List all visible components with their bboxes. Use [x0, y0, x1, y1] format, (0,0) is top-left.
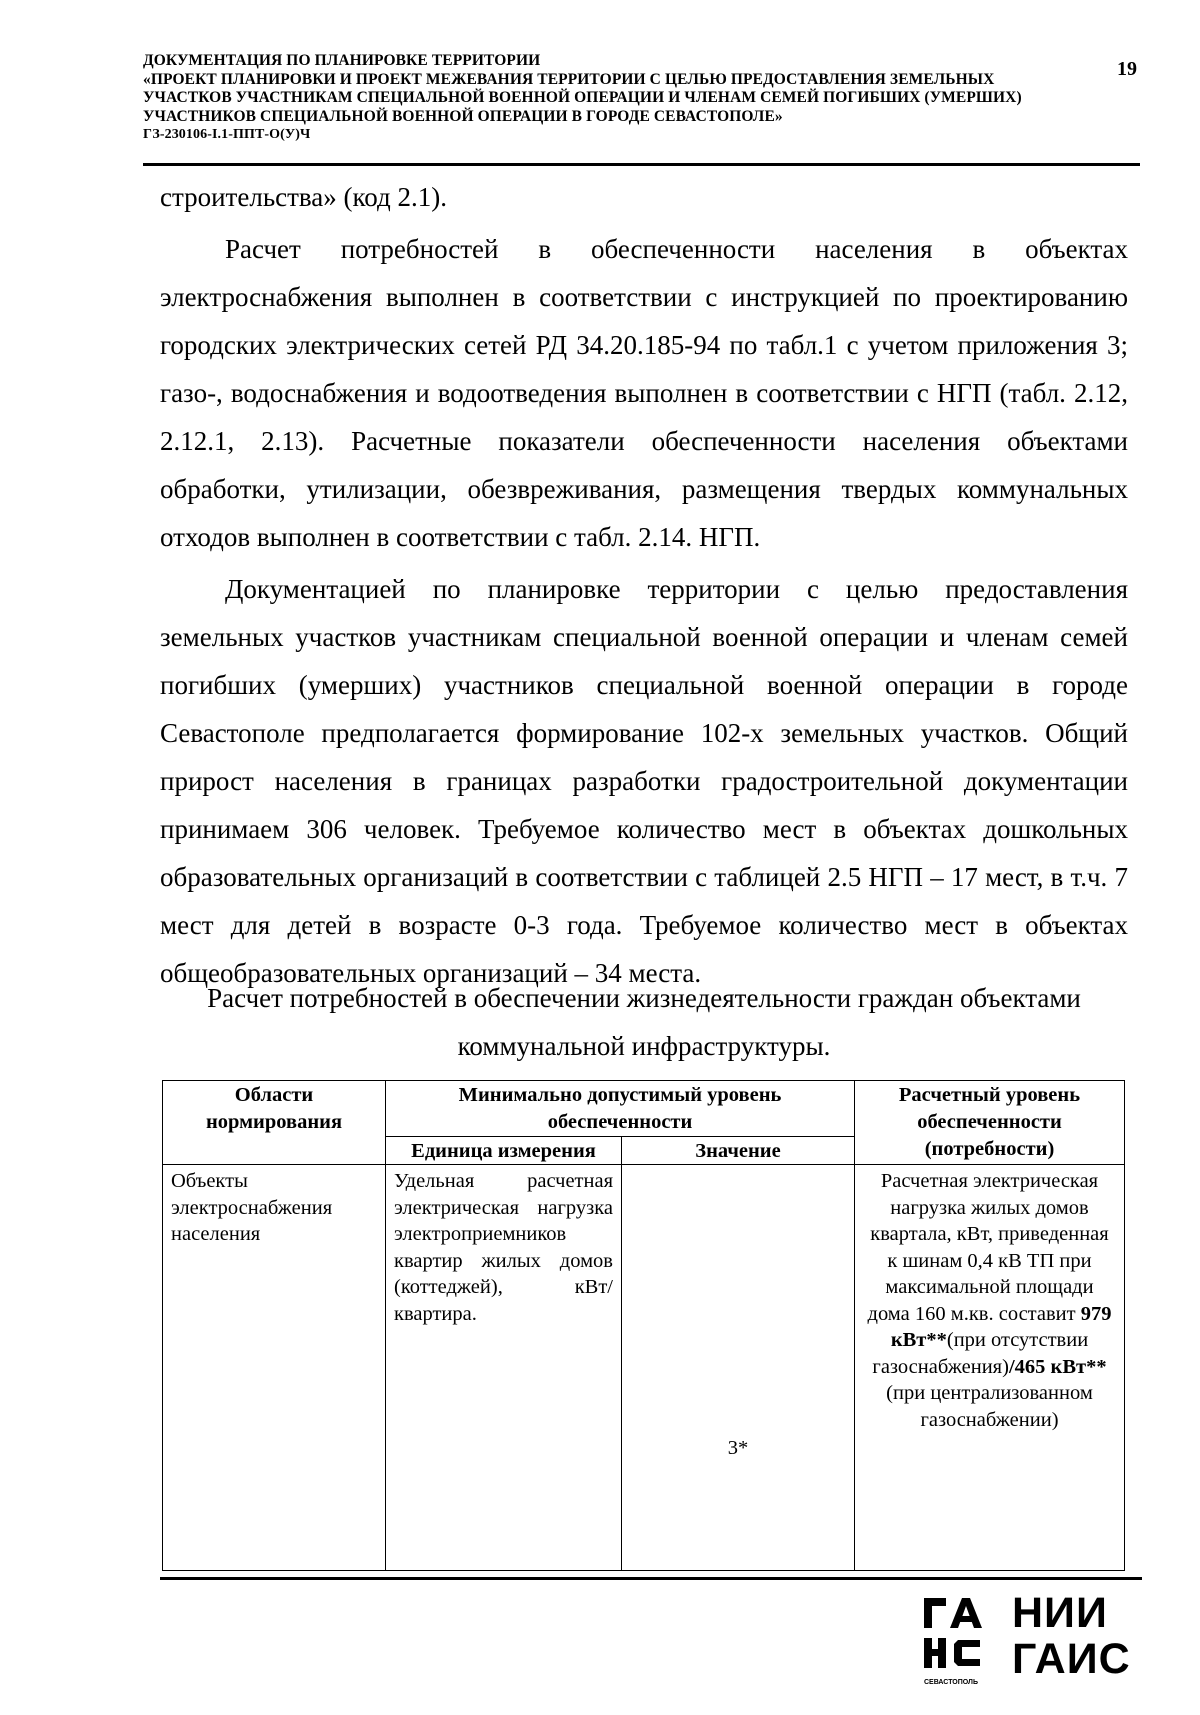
header-unit: Единица измерения — [386, 1137, 622, 1165]
company-logo — [920, 1590, 1150, 1690]
cell-value: 3* — [622, 1165, 855, 1571]
requirements-table — [162, 1080, 1125, 1571]
table-header-row — [163, 1081, 1125, 1137]
logo-small-text: СЕВАСТОПОЛЬ — [924, 1679, 978, 1686]
calc-value-gas: /465 кВт** — [1008, 1355, 1107, 1378]
table-row — [163, 1165, 1125, 1571]
cell-area: Объекты электроснабжения населения — [163, 1165, 386, 1571]
logo-line-1: НИИ — [1012, 1589, 1108, 1637]
table-caption-line-2: коммунальной инфраструктуры. — [457, 1031, 831, 1061]
header-line-2: «ПРОЕКТ ПЛАНИРОВКИ И ПРОЕКТ МЕЖЕВАНИЯ ТЕРРИТОРИИ С ЦЕЛЬЮ ПРЕДОСТАВЛЕНИЯ ЗЕМЕЛЬНЫХ — [143, 70, 995, 88]
header-divider — [143, 163, 1140, 166]
calc-text-part-2: (при отсутствии газоснабжения) — [872, 1329, 1089, 1378]
document-header — [143, 52, 1063, 145]
logo-line-2: ГАИС — [1012, 1635, 1131, 1683]
logo-text — [1012, 1590, 1131, 1682]
calc-text-part-3: (при централизованном газоснабжении) — [886, 1382, 1093, 1431]
header-line-1: ДОКУМЕНТАЦИЯ ПО ПЛАНИРОВКЕ ТЕРРИТОРИИ — [143, 52, 541, 69]
paragraph-calculation: Расчет потребностей в обеспеченности населения в объектах электроснабжения выполнен в соответствии с инструкцией по проектированию городских электрических сетей РД 34.20.185-94 по табл.1 с учетом приложения 3; газо-, водоснабжения и водоотведения выполнен в соответствии с НГП (табл. 2.12, 2.12.1, 2.13). Расчетные показатели обеспеченности населения объектами обработки, утилизации, обезвреживания, размещения твердых коммунальных отходов выполнен в соответствии с табл. 2.14. НГП. — [160, 234, 1128, 552]
footer-divider — [160, 1577, 1142, 1580]
calc-text-part-1: Расчетная электрическая нагрузка жилых домов квартала, кВт, приведенная к шинам 0,4 кВ ТП при максимальной площади дома 160 м.кв. составит — [867, 1170, 1109, 1325]
cell-unit: Удельная расчетная электрическая нагрузка электроприемников квартир жилых домов (коттеджей), кВт/квартира. — [386, 1165, 622, 1571]
logo-mark-icon — [920, 1590, 1006, 1690]
paragraph-continuation: строительства» (код 2.1). — [160, 182, 447, 212]
table-caption — [160, 974, 1128, 1070]
page-number: 19 — [1117, 58, 1137, 80]
header-line-4: УЧАСТНИКОВ СПЕЦИАЛЬНОЙ ВОЕННОЙ ОПЕРАЦИИ В ГОРОДЕ СЕВАСТОПОЛЕ» — [143, 107, 783, 125]
document-code: ГЗ-230106-I.1-ППТ-О(У)Ч — [143, 127, 311, 142]
header-min-level: Минимально допустимый уровень обеспеченности — [386, 1081, 855, 1137]
body-text — [160, 173, 1128, 997]
table-caption-line-1: Расчет потребностей в обеспечении жизнедеятельности граждан объектами — [207, 983, 1081, 1013]
header-line-3: УЧАСТКОВ УЧАСТНИКАМ СПЕЦИАЛЬНОЙ ВОЕННОЙ ОПЕРАЦИИ И ЧЛЕНАМ СЕМЕЙ ПОГИБШИХ (УМЕРШИХ) — [143, 89, 1022, 106]
header-area: Области нормирования — [163, 1081, 386, 1165]
calc-value-no-gas: 979 кВт** — [890, 1302, 1112, 1351]
header-value: Значение — [622, 1137, 855, 1165]
paragraph-documentation: Документацией по планировке территории с целью предоставления земельных участков участникам специальной военной операции и членам семей погибших (умерших) участников специальной военной операции в городе Севастополе предполагается формирование 102-х земельных участков. Общий прирост населения в границах разработки градостроительной документации принимаем 306 человек. Требуемое количество мест в объектах дошкольных образовательных организаций в соответствии с таблицей 2.5 НГП – 17 мест, в т.ч. 7 мест для детей в возрасте 0-3 года. Требуемое количество мест в объектах общеобразовательных организаций – 34 места. — [160, 574, 1128, 988]
header-calc-level: Расчетный уровень обеспеченности (потребности) — [855, 1081, 1125, 1165]
cell-calc-level — [855, 1165, 1125, 1571]
